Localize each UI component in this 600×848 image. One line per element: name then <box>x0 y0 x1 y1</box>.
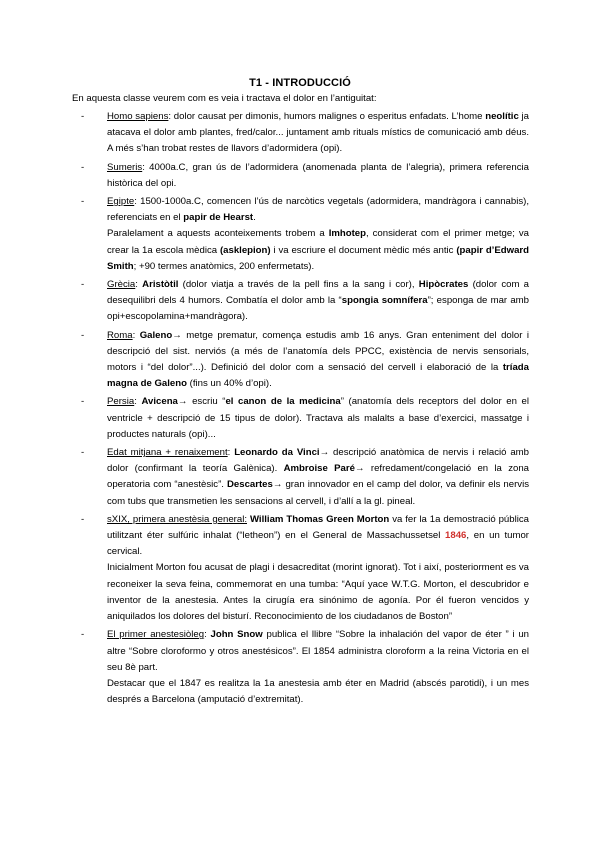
text-run: : 4000a.C, gran ús de l’adormidera (anomenada planta de l’alegria), primera referencia històrica del opi. <box>107 161 529 189</box>
list-item-roma <box>81 328 529 393</box>
bullet-dash: - <box>81 513 85 525</box>
key-term: (asklepion) <box>219 244 271 256</box>
key-term: Hipòcrates <box>418 279 469 291</box>
paragraph <box>107 512 529 561</box>
text-run: publica el llibre “Sobre la inhalación del vapor de éter ” i un altre “Sobre cloroformo y otros anestésicos”. El 1854 administra cloroform a la reina Victoria en el seu 8è part. <box>107 629 530 673</box>
topic-heading: El primer anestesiòleg <box>107 629 205 641</box>
text-run: → descripció anatòmica de nervis i relació amb dolor (confirmant la teoría Galènica). <box>107 447 529 475</box>
bullet-dash: - <box>81 396 85 408</box>
text-run: (dolor viatja a través de la pell fins a la sang i cor), <box>178 279 419 291</box>
list-item-persia <box>81 394 529 443</box>
key-term: Aristòtil <box>142 279 179 291</box>
text-run: Paralelament a aquests aconteixements trobem a <box>107 228 329 240</box>
key-term: Galeno <box>139 329 173 341</box>
text-run: → gran innovador en el camp del dolor, va definir els nervis com tubs que transmetien les sensacions al cervell, i d’allí a la gl. pineal. <box>107 479 530 507</box>
paragraph <box>107 627 529 676</box>
paragraph <box>107 194 529 226</box>
text-run: (dolor com a desequilibri dels 4 humors. Combatía el dolor amb la “ <box>107 279 529 307</box>
key-term: neolític <box>485 111 519 122</box>
bullet-dash: - <box>81 629 85 641</box>
page-title: T1 - INTRODUCCIÓ <box>249 77 351 89</box>
key-term: Avicena <box>141 396 178 408</box>
topic-heading: Egipte <box>107 196 135 208</box>
bullet-dash: - <box>81 447 85 459</box>
list-item-sumeris <box>81 160 529 192</box>
key-term: el canon de la medicina <box>225 396 341 408</box>
text-run: ; +90 termes anatòmics, 200 enfermetats). <box>133 260 315 272</box>
paragraph <box>107 445 529 510</box>
text-run: : dolor causat per dimonis, humors malignes o esperitus enfadats. L’home <box>168 111 486 122</box>
paragraph <box>107 394 529 443</box>
bullet-dash: - <box>81 196 85 208</box>
key-term: Imhotep <box>328 228 366 240</box>
topic-heading: Edat mitjana + renaixement <box>107 447 228 459</box>
key-term: Leonardo da Vinci <box>234 447 320 459</box>
text-run: , en un tumor cervical. <box>107 530 529 558</box>
text-run: : <box>134 396 142 408</box>
text-run: Inicialment Morton fou acusat de plagi i desacreditat (morint ignorat). Tot i així, posteriorment es va reconeixer la seva feina, commemorat en una tumba: <box>107 562 529 590</box>
text-run: va fer la 1a demostració pública utilitzant éter sulfúric inhalat (“letheon”) en el General de Massachussetsel <box>107 513 529 542</box>
highlighted-year: 1846 <box>445 530 467 542</box>
topic-heading: Persia <box>107 396 135 408</box>
key-term: spongia somnífera <box>341 295 428 307</box>
list-item-grecia <box>81 277 529 326</box>
key-term: John Snow <box>210 629 263 641</box>
text-run: : <box>132 329 140 341</box>
key-term: William Thomas Green Morton <box>249 513 390 525</box>
text-run: → escriu “ <box>177 396 226 408</box>
text-run: i va escriure el document mèdic més antic <box>270 244 457 256</box>
list-item-primer-anestesioleg <box>81 627 529 708</box>
history-list <box>81 109 529 710</box>
text-run: ja atacava el dolor amb plantes, fred/calor... juntament amb rituals místics de comunicació amb déus. A més s’han trobat restes de llavors d’adormidera (opi). <box>107 111 529 155</box>
text-run: : 1500-1000a.C, comencen l’ús de narcòtics vegetals (adormidera, mandràgora i cannabis), referenciats en el <box>107 196 529 224</box>
paragraph <box>107 226 529 275</box>
topic-heading: Grècia <box>107 279 136 291</box>
bullet-dash: - <box>81 161 85 173</box>
bullet-dash: - <box>81 279 85 291</box>
text-run: → metge prematur, comença estudis amb 16 anys. Gran enteniment del dolor i descripció del sist. nerviós (a més de l’anatomía dels PPCC, existència de nervis sensorials, motors i “del dolor”...). Definició del dolor com a sensació del cervell i elaboració de la <box>107 329 529 374</box>
text-run: (fins un 40% d’opi). <box>186 378 272 390</box>
topic-heading: Roma <box>107 329 133 341</box>
paragraph <box>107 560 529 625</box>
list-item-egipte <box>81 194 529 275</box>
text-run: ”; esponga de mar amb opi+escopolamina+mandràgora). <box>107 295 529 323</box>
list-item-sxix <box>81 512 529 625</box>
list-item-edat-mitjana <box>81 445 529 510</box>
key-term: papir de Hearst <box>183 212 254 224</box>
paragraph <box>107 277 529 326</box>
text-run: ” (anatomía dels receptors del dolor en el ventricle + descripció de 15 tipus de dolor). Tractava als malalts a base d’exercici, massatge i productes naturals (opi)... <box>107 396 530 440</box>
bullet-dash: - <box>81 111 85 122</box>
quote-text: “Aquí yace W.T.G. Morton, el descubridor e inventor de la anestesia. Antes la cirugía era sinónimo de agonía. Por él fueron vencidos y aniquilados los dolores del bisturí. Reconocimiento de los ciudadanos de Boston” <box>107 578 529 623</box>
paragraph <box>107 328 529 393</box>
topic-heading: Homo sapiens <box>107 111 169 122</box>
text-run: , considerat com el primer metge; va crear la 1a escola mèdica <box>107 228 529 256</box>
paragraph <box>107 676 529 708</box>
key-term: tríada magna de Galeno <box>107 362 529 390</box>
paragraph <box>107 109 529 158</box>
bullet-dash: - <box>81 329 85 341</box>
text-run: : <box>135 279 143 291</box>
key-term: (papir d’Edward Smith <box>107 244 529 272</box>
key-term: Descartes <box>226 479 273 491</box>
list-item-homo-sapiens <box>81 109 529 158</box>
text-run: : <box>227 447 235 459</box>
text-run: . <box>253 212 256 224</box>
paragraph <box>107 160 529 192</box>
key-term: Ambroise Paré <box>283 463 355 475</box>
intro-text: En aquesta classe veurem com es veia i tractava el dolor en l’antiguitat: <box>72 93 377 104</box>
topic-heading: sXIX, primera anestèsia general: <box>107 513 247 525</box>
text-run: Destacar que el 1847 es realitza la 1a anestesia amb éter en Madrid (abscés parotidi), i un mes després a Barcelona (amputació d’extremitat). <box>107 677 529 706</box>
text-run: → refredament/congelació en la zona operatoria com “anestèsic”. <box>107 463 530 491</box>
topic-heading: Sumeris <box>107 161 143 173</box>
text-run: : <box>204 629 211 641</box>
